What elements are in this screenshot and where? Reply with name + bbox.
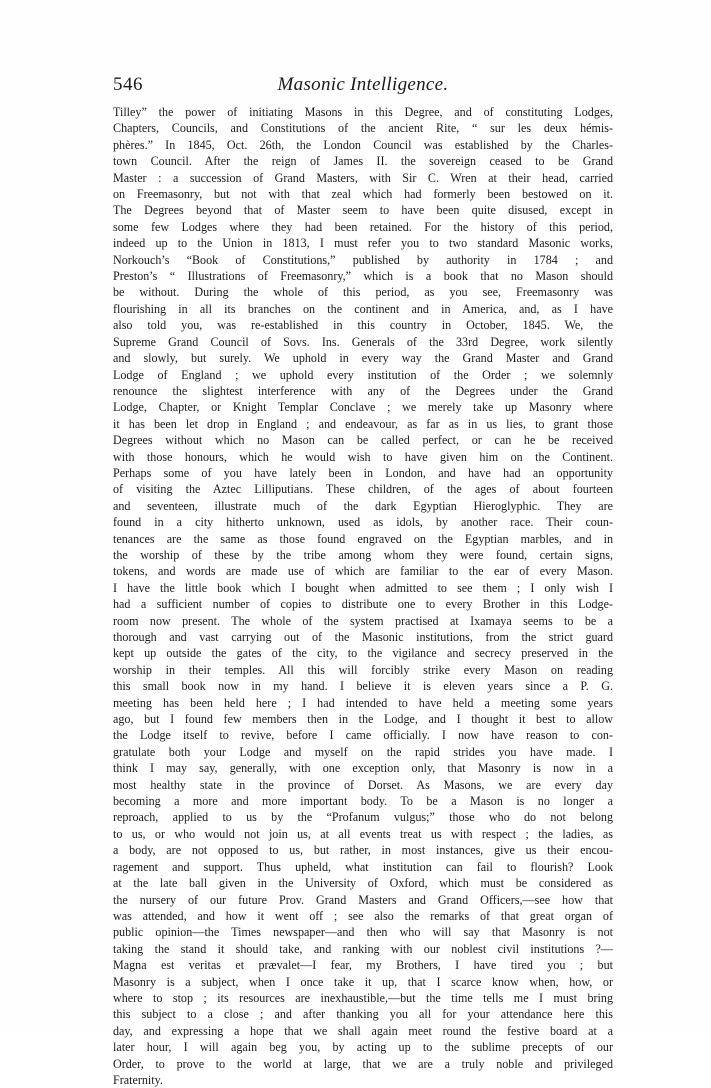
text-line: later hour, I will again beg you, by acting up to the sublime precepts of our [113,1040,613,1055]
text-line: to us, or who would not join us, at all events treat us with respect ; the ladies, as [113,826,613,841]
text-line: flourishing in all its branches on the continent and in America, and, as I have [113,301,613,316]
text-line: with those honours, which he would wish to have given him on the Continent. [113,449,613,464]
text-line: the Lodge itself to revive, before I came officially. I now have reason to con- [113,728,613,743]
text-line: phères.” In 1845, Oct. 26th, the London Council was established by the Charles- [113,137,613,152]
text-line: this subject to a close ; and after thanking you all for your attendance here this [113,1007,613,1022]
text-line: gratulate both your Lodge and myself on the rapid strides you have made. I [113,744,613,759]
page-title: Masonic Intelligence. [277,74,449,95]
text-line: most healthy state in the province of Dorset. As Masons, we are every day [113,777,613,792]
text-line: ragement and support. Thus upheld, what institution can fail to flourish? Look [113,859,613,874]
text-line: ago, but I found few members then in the Lodge, and I thought it best to allow [113,712,613,727]
text-line: and slowly, but surely. We uphold in every way the Grand Master and Grand [113,351,613,366]
text-line: Tilley” the power of initiating Masons in this Degree, and of constituting Lodges, [113,105,613,119]
text-line: taking the stand it should take, and ranking with our noblest civil institutions ?— [113,941,613,956]
text-line: Degrees without which no Mason can be called perfect, or can he be received [113,433,613,448]
text-line: found in a city hitherto unknown, used as idols, by another race. Their coun- [113,515,613,530]
text-line: also told you, was re-established in this country in October, 1845. We, the [113,318,613,333]
text-line: Order, to prove to the world at large, that we are a truly noble and privileged [113,1056,613,1071]
text-line: room now present. The whole of the system practised at Ixamaya seems to be a [113,613,613,628]
text-line: of visiting the Aztec Lilliputians. These children, of the ages of about fourteen [113,482,613,497]
text-line: I have the little book which I bought when admitted to see them ; I only wish I [113,580,613,595]
text-line: Lodge of England ; we uphold every institution of the Order ; we solemnly [113,367,613,382]
text-line: a body, are not opposed to us, but rather, in most instances, give us their encou- [113,843,613,858]
text-line: and seventeen, illustrate much of the dark Egyptian Hieroglyphic. They are [113,498,613,513]
text-line: think I may say, generally, with one exception only, that Masonry is now in a [113,761,613,776]
text-line: thorough and vast carrying out of the Masonic institutions, from the strict guard [113,630,613,644]
text-line: becoming a more and more important body. To be a Mason is no longer a [113,794,613,809]
text-line: where to stop ; its resources are inexhaustible,—but the time tells me I must bring [113,990,613,1005]
text-line: had a sufficient number of copies to distribute one to every Brother in this Lodge- [113,597,613,612]
text-line: was attended, and how it went off ; see also the remarks of that great organ of [113,908,613,923]
text-line: The Degrees beyond that of Master seem to have been quite disused, except in [113,203,613,218]
text-line: Lodge, Chapter, or Knight Templar Conclave ; we merely take up Masonry where [113,400,613,415]
text-line: Masonry is a subject, when I once take it up, that I scarce know when, how, or [113,974,613,989]
text-line: be without. During the whole of this period, as you see, Freemasonry was [113,285,613,300]
text-line: indeed up to the Union in 1813, I must refer you to two standard Masonic works, [113,236,613,251]
body-text [113,104,613,1088]
text-line: Norkouch’s “Book of Constitutions,” published by authority in 1784 ; and [113,252,613,267]
text-line: Chapters, Councils, and Constitutions of the ancient Rite, “ sur les deux hémis- [113,121,613,136]
text-line: Supreme Grand Council of Sovs. Ins. Generals of the 33rd Degree, work silently [113,334,613,349]
text-line: tokens, and words are made use of which are familiar to the ear of every Mason. [113,564,613,579]
text-line: day, and expressing a hope that we shall again meet round the festive board at a [113,1023,613,1038]
text-line: reproach, applied to us by the “Profanum vulgus;” those who do not belong [113,810,613,825]
text-line: public opinion—the Times newspaper—and then who will say that Masonry is not [113,925,613,940]
text-line: at the late ball given in the University of Oxford, which must be considered as [113,876,613,891]
running-head [113,74,613,100]
text-line: it has been let drop in England ; and endeavour, as far as in us lies, to grant those [113,416,613,431]
text-line: worship in their temples. All this will forcibly strike every Mason on reading [113,662,613,677]
text-line: kept up outside the gates of the city, to the vigilance and secrecy preserved in the [113,646,613,661]
text-line: renounce the slightest interference with any of the Degrees under the Grand [113,383,613,398]
text-line: the nursery of our future Prov. Grand Masters and Grand Officers,—see how that [113,892,613,907]
text-line: Master : a succession of Grand Masters, with Sir C. Wren at their head, carried [113,170,613,185]
text-line: meeting has been held here ; I had intended to have held a meeting some years [113,695,613,710]
text-line: the worship of these by the tribe among whom they were found, certain signs, [113,547,613,562]
text-line: this small book now in my hand. I believe it is eleven years since a P. G. [113,679,613,694]
page-number: 546 [113,74,143,95]
text-line: tenances are the same as those found engraved on the Egyptian marbles, and in [113,531,613,546]
text-line: Magna est veritas et prævalet—I fear, my Brothers, I have tired you ; but [113,958,613,973]
text-line: town Council. After the reign of James II. the sovereign ceased to be Grand [113,154,613,169]
text-line: Preston’s “ Illustrations of Freemasonry,” which is a book that no Mason should [113,269,613,284]
text-line: Fraternity. [113,1072,163,1087]
text-line: Perhaps some of you have lately been in London, and have had an opportunity [113,465,613,480]
text-line: on Freemasonry, but not with that zeal which had formerly been bestowed on it. [113,187,613,202]
text-line: some few Lodges where they had been retained. For the history of this period, [113,219,613,234]
